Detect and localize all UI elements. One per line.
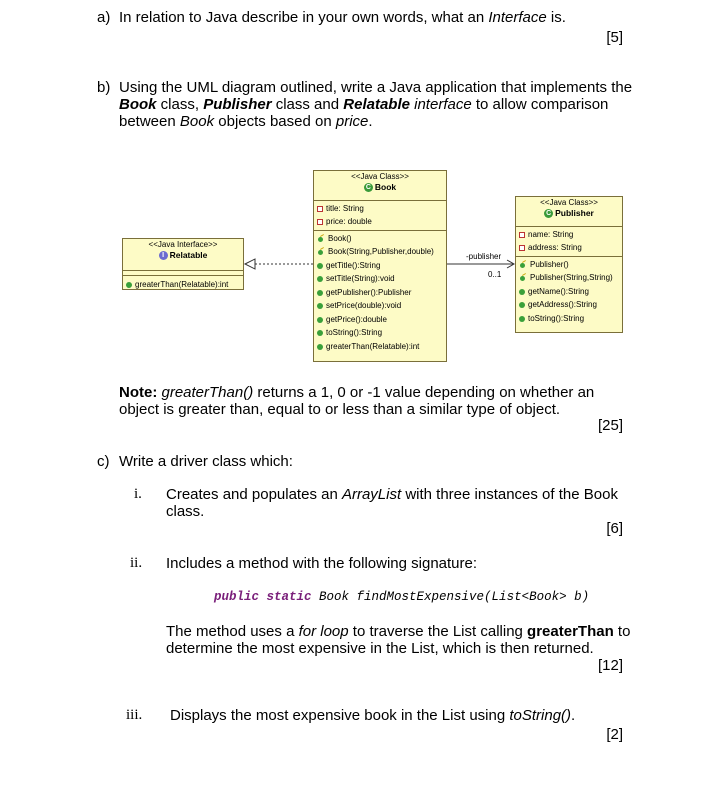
c-ii-line2-mid: to traverse the List calling: [348, 623, 528, 640]
publisher-ctor-0: Publisher(): [530, 259, 569, 269]
q-b-line3-em: Book: [179, 113, 215, 130]
c-i-line2: class.: [166, 503, 205, 520]
question-c-i-marks: [6]: [606, 520, 623, 537]
q-b-relatable: Relatable: [343, 96, 410, 113]
book-method-4: getPrice():double: [326, 314, 387, 324]
publisher-stereotype: <<Java Class>>: [540, 198, 598, 207]
book-name: Book: [374, 182, 397, 192]
note-line2: object is greater than, equal to or less than a similar type of object.: [119, 401, 561, 418]
c-iii-line1-em: toString(): [509, 707, 572, 724]
class-icon: C: [546, 209, 552, 217]
c-ii-line2-post: to: [613, 623, 631, 640]
book-field-title: title: String: [326, 203, 364, 213]
association-multiplicity: 0..1: [488, 270, 502, 279]
book-method-6: greaterThan(Relatable):int: [326, 341, 420, 351]
publisher-method-0: getName():String: [528, 286, 589, 296]
q-b-line3-post: .: [368, 113, 373, 130]
publisher-name: Publisher: [555, 208, 594, 218]
note-em: greaterThan(): [157, 384, 254, 401]
question-c-i-text: [166, 486, 636, 520]
q-b-iface: interface: [409, 96, 472, 113]
book-field-price: price: double: [326, 217, 372, 227]
question-c-ii-num: ii.: [130, 555, 143, 571]
book-stereotype: <<Java Class>>: [351, 172, 409, 181]
class-icon: C: [365, 183, 371, 191]
relatable-method: greaterThan(Relatable):int: [135, 279, 229, 289]
book-method-1: setTitle(String):void: [326, 274, 395, 284]
question-a-marks: [5]: [606, 29, 623, 46]
question-c-ii-text: [166, 623, 636, 657]
q-b-book: Book: [119, 96, 157, 113]
question-c-ii-marks: [12]: [597, 657, 623, 674]
question-a-text-post: is.: [546, 9, 566, 26]
q-b-line2-post: to allow comparison: [471, 96, 609, 113]
publisher-field-address: address: String: [528, 243, 582, 253]
question-b-marks: [25]: [597, 417, 623, 434]
book-method-0: getTitle():String: [326, 260, 381, 270]
relatable-stereotype: <<Java Interface>>: [148, 240, 218, 249]
method-signature: [214, 590, 589, 604]
c-iii-line1-post: .: [571, 707, 576, 724]
note-line1-post: returns a 1, 0 or -1 value depending on whether an: [253, 384, 595, 401]
question-b-line1: Using the UML diagram outlined, write a Java application that implements the: [119, 79, 633, 96]
question-c-iii-num: iii.: [126, 707, 143, 723]
c-ii-line2-em: for loop: [298, 623, 349, 640]
q-b-publisher: Publisher: [203, 96, 272, 113]
relatable-name: Relatable: [169, 250, 208, 260]
c-i-line1-post: with three instances of the Book: [401, 486, 618, 503]
question-a-text-pre: In relation to Java describe in your own words, what an: [119, 9, 489, 26]
c-iii-line1-pre: Displays the most expensive book in the List using: [170, 707, 510, 724]
question-c-iii-marks: [2]: [606, 726, 623, 743]
c-ii-line2-b: greaterThan: [527, 623, 614, 640]
question-c-iii-text: [170, 707, 575, 724]
question-c-i-num: i.: [134, 486, 142, 502]
publisher-method-2: toString():String: [528, 313, 585, 323]
note-text: [119, 384, 639, 418]
c-i-line1-pre: Creates and populates an: [166, 486, 342, 503]
book-ctor-0: Book(): [328, 233, 352, 243]
publisher-ctor-1: Publisher(String,String): [530, 273, 613, 283]
book-ctor-1: Book(String,Publisher,double): [328, 247, 434, 257]
question-c-letter: c): [97, 453, 110, 470]
question-b-letter: b): [97, 79, 111, 96]
interface-icon: I: [159, 251, 168, 260]
question-a-letter: a): [97, 9, 111, 26]
signature-rest: Book findMostExpensive(List<Book> b): [311, 590, 590, 604]
association-label: -publisher: [466, 252, 502, 261]
publisher-field-name: name: String: [528, 229, 574, 239]
book-method-3: setPrice(double):void: [326, 301, 402, 311]
c-ii-line3: determine the most expensive in the List, which is then returned.: [166, 640, 594, 657]
book-method-2: getPublisher():Publisher: [326, 287, 412, 297]
c-ii-line2-pre: The method uses a: [166, 623, 299, 640]
publisher-method-1: getAddress():String: [528, 300, 597, 310]
signature-keywords: public static: [214, 590, 312, 604]
question-a-text-em: Interface: [488, 9, 547, 26]
q-b-class1: class,: [156, 96, 204, 113]
q-b-line3-em2: price: [335, 113, 369, 130]
q-b-line3-mid: objects based on: [214, 113, 336, 130]
question-c-intro: Write a driver class which:: [119, 453, 293, 470]
q-b-class2: class and: [271, 96, 344, 113]
c-i-line1-em: ArrayList: [341, 486, 402, 503]
realization-arrowhead: [245, 259, 255, 269]
q-b-line3-pre: between: [119, 113, 180, 130]
note-label: Note:: [119, 384, 158, 401]
question-c-ii-line1: Includes a method with the following signature:: [166, 555, 478, 572]
book-method-5: toString():String: [326, 328, 383, 338]
